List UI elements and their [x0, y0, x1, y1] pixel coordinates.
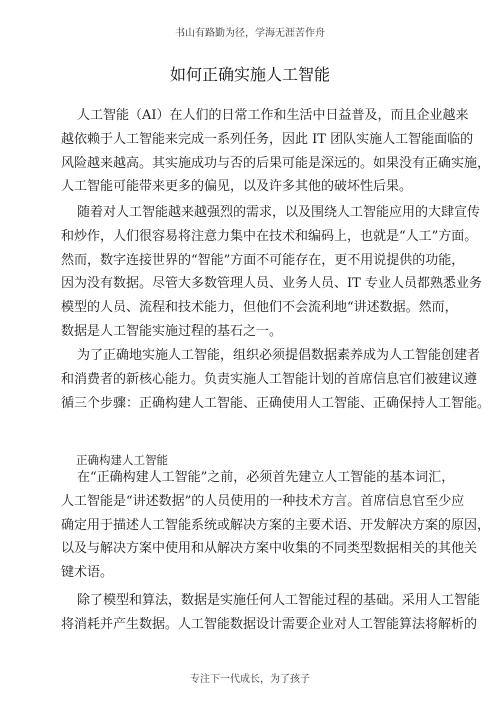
page-footer: 专注下一代成长，为了孩子 — [190, 674, 310, 685]
text-line: 为了正确地实施人工智能，组织必须提倡数据素养成为人工智能创建者 — [77, 348, 481, 363]
text-line: 越依赖于人工智能来完成一系列任务，因此 IT 团队实施人工智能面临的 — [61, 131, 474, 147]
text-line: 将消耗并产生数据。人工智能数据设计需要企业对人工智能算法将解析的 — [61, 616, 478, 632]
section-heading: 正确构建人工智能 — [76, 453, 168, 467]
section-paragraph-2 — [61, 589, 481, 637]
text-line: 确定用于描述人工智能系统或解决方案的主要术语、开发解决方案的原因， — [61, 517, 491, 533]
page-header: 书山有路勤为径，学海无涯苦作舟 — [175, 28, 325, 39]
text-line: 人工智能（AI）在人们的日常工作和生活中日益普及，而且企业越来 — [77, 108, 469, 123]
text-line: 人工智能是“讲述数据”的人员使用的一种技术方言。首席信息官至少应 — [61, 493, 465, 509]
section-paragraph-1 — [61, 466, 491, 585]
text-line: 和炒作，人们很容易将注意力集中在技术和编码上，也就是“人工”方面。 — [61, 228, 478, 244]
intro-paragraph-2 — [61, 201, 482, 344]
text-line: 人工智能可能带来更多的偏见，以及许多其他的破坏性后果。 — [61, 179, 413, 195]
text-line: 除了模型和算法，数据是实施任何人工智能过程的基础。采用人工智能 — [77, 593, 481, 608]
intro-paragraph-3 — [61, 344, 491, 415]
text-line: 风险越来越高。其实施成功与否的后果可能是深远的。如果没有正确实施， — [61, 155, 491, 171]
document-title: 如何正确实施人工智能 — [169, 65, 330, 84]
text-line: 循三个步骤：正确构建人工智能、正确使用人工智能、正确保持人工智能。 — [61, 395, 491, 411]
text-line: 随着对人工智能越来越强烈的需求，以及围绕人工智能应用的大肆宣传 — [77, 205, 481, 220]
text-line: 然而，数字连接世界的“智能”方面不可能存在，更不用说提供的功能， — [61, 252, 465, 268]
text-line: 因为没有数据。尽管大多数管理人员、业务人员、IT 专业人员都熟悉业务 — [61, 276, 482, 292]
intro-paragraph-1 — [61, 104, 491, 199]
text-line: 以及与解决方案中使用和从解决方案中收集的不同类型数据相关的其他关 — [61, 541, 478, 557]
text-line: 模型的人员、流程和技术能力，但他们不会流利地“讲述数据。然而， — [61, 300, 458, 316]
text-line: 和消费者的新核心能力。负责实施人工智能计划的首席信息官们被建议遵 — [61, 371, 478, 387]
text-line: 在“正确构建人工智能”之前，必须首先建立人工智能的基本词汇， — [77, 470, 455, 485]
text-line: 键术语。 — [61, 565, 114, 581]
text-line: 数据是人工智能实施过程的基石之一。 — [61, 323, 283, 339]
